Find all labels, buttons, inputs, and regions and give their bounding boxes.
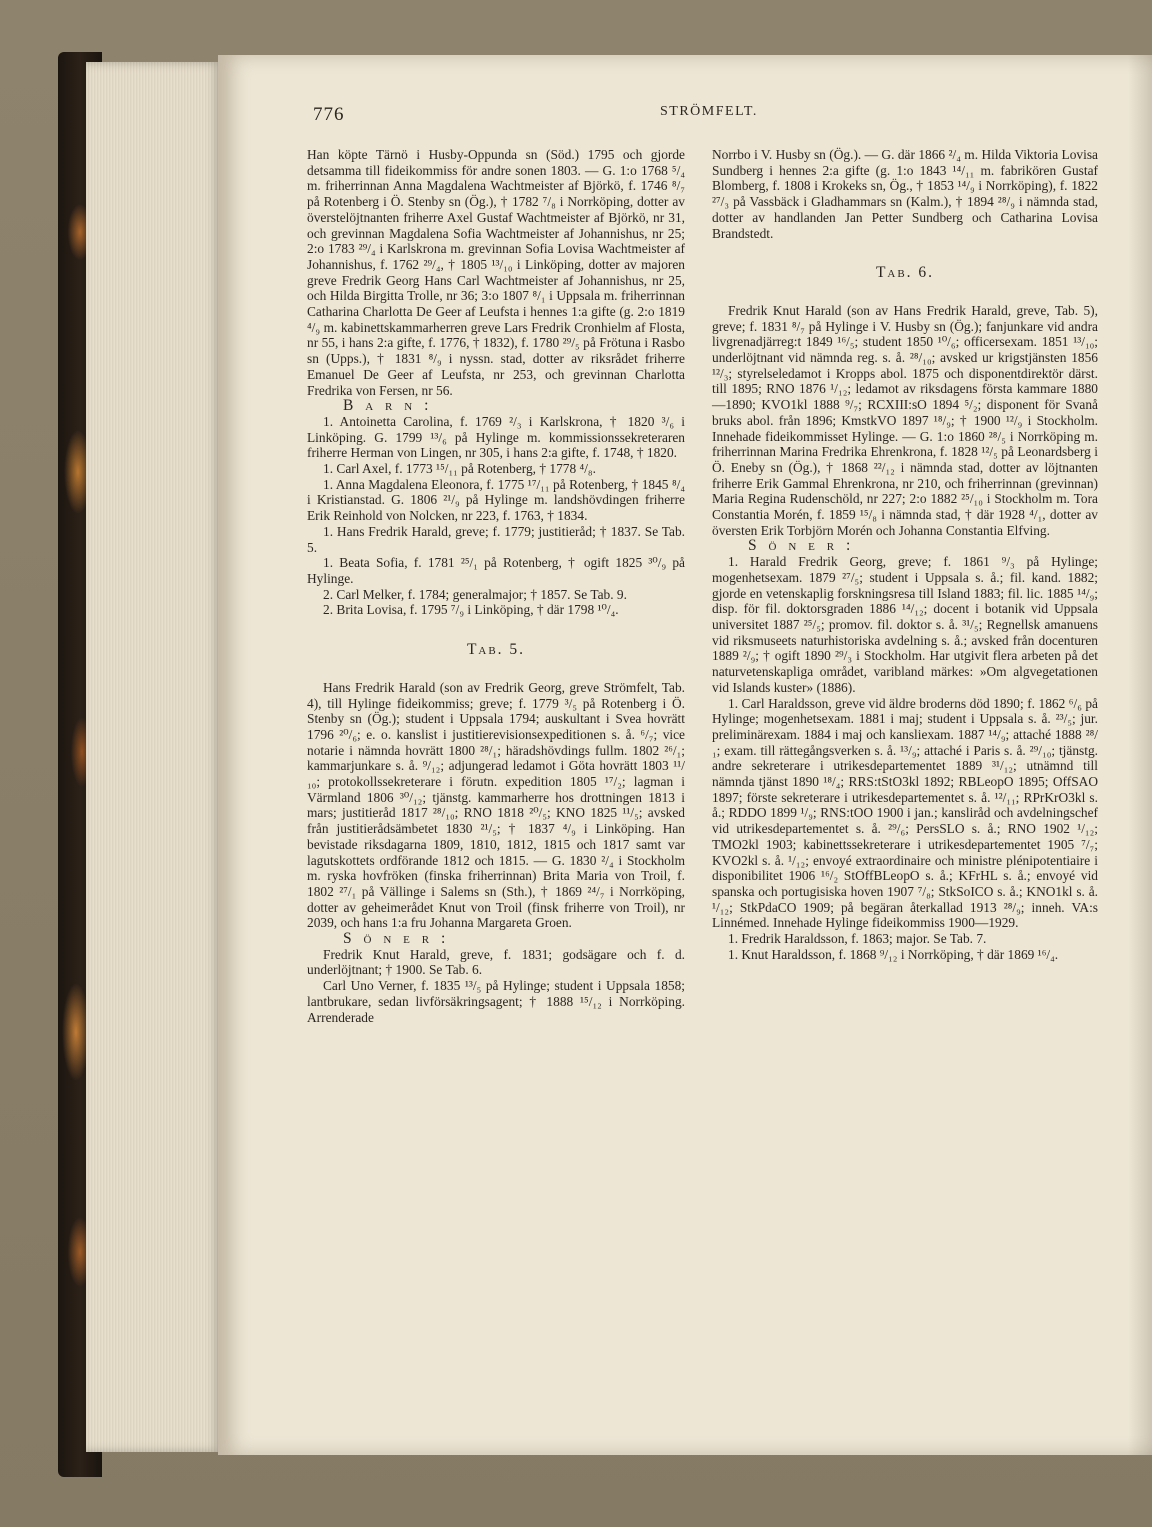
section-heading-soner: S ö n e r : (343, 930, 450, 948)
paragraph: Hans Fredrik Harald (son av Fredrik Georg, greve Strömfelt, Tab. 4), till Hylinge fideikommiss; greve; f. 1779 ³/₅ på Rotenberg i Ö. Stenby sn (Ög.); student i Uppsala 1794; auskultant i Svea hovrätt 1796 ²⁰/₆; e. o. kanslist i justitierevisionsexpeditionen s. å. ⁶/₇; vice notarie i nämnda hovrätt 1800 ²⁸/₁; häradshövdings fullm. 1802 ²⁶/₁; kammarjunkare s. å. ⁹/₁₂; adjungerad ledamot i Göta hovrätt 1803 ¹¹/₁₀; protokollssekreterare i förutn. expedition 1805 ¹⁷/₂; lagman i Värmland 1806 ³⁰/₁₂; tjänstg. kammarherre hos drottningen 1813 i mars; justitieråd 1817 ²⁸/₁₀; RNO 1818 ²⁰/₅; KNO 1825 ¹¹/₅; avsked från justitierådsämbetet 1830 ²¹/₅; † 1837 ⁴/₉ i Linköping. Han bevistade riksdagarna 1809, 1810, 1812, 1815 och 1817 samt var lagutskottets ordförande 1812 och 1815. — G. 1830 ²/₄ i Stockholm m. ryska hovfröken (finska friherrinnan) Brita Maria von Troil, f. 1802 ²⁷/₁ på Vällinge i Salems sn (Sth.), † 1869 ²⁴/₇ i Norrköping, dotter av geheimerådet Knut von Troil (finsk friherre von Troil), nr 2039, och hans 1:a fru Johanna Margareta Groen. (307, 679, 685, 931)
section-heading-tab6: Tab. 6. (875, 264, 935, 282)
paragraph: 1. Hans Fredrik Harald, greve; f. 1779; justitieråd; † 1837. Se Tab. 5. (307, 523, 685, 555)
page-right-edge (1128, 55, 1152, 1455)
spacer (307, 618, 685, 642)
paragraph: 1. Harald Fredrik Georg, greve; f. 1861 ⁹/₃ på Hylinge; mogenhetsexam. 1879 ²⁷/₅; student i Uppsala s. å.; fil. kand. 1882; gjorde en vetenskaplig forskningsresa till Island 1883; fil. lic. 1885 ¹⁴/₉; disp. för fil. doktorsgraden 1886 ¹⁴/₁₂; docent i botanik vid Uppsala universitet 1887 ²⁵/₅; promov. fil. doktor s. å. ³¹/₅; Regnellsk amanuens vid riksmuseets naturhistoriska avdelning s. å.; avsked från docenturen 1889 ²/₉; † ogift 1890 ²⁹/₃ i Stockholm. Har utgivit flera arbeten på det naturvetenskapliga området, varibland märkes: »Om algvegetationen vid Islands kuster» (1886). (712, 554, 1098, 695)
page-stack-edge (86, 62, 222, 1452)
paragraph: 1. Knut Haraldsson, f. 1868 ⁹/₁₂ i Norrköping, † där 1869 ¹⁶/₄. (728, 946, 1059, 962)
paragraph: Carl Uno Verner, f. 1835 ¹³/₅ på Hylinge; student i Uppsala 1858; lantbrukare, sedan livförsäkringsagent; † 1888 ¹⁵/₁₂ i Norrköping. Arrenderade (307, 978, 685, 1025)
spacer (712, 241, 1098, 265)
page-number: 776 (313, 104, 345, 125)
paragraph: Fredrik Knut Harald (son av Hans Fredrik Harald, greve, Tab. 5), greve; f. 1831 ⁸/₇ på Hylinge i V. Husby sn (Ög.); fanjunkare vid andra livgrenadjärreg:t 1849 ¹⁶/₅; student 1850 ¹⁰/₆; officersexam. 1851 ¹³/₁₀; underlöjtnant vid nämnda reg. s. å. ²⁸/₁₀; avsked ur krigstjänsten 1856 ¹²/₃; styrelseledamot i Kropps abol. 1875 och disponentdirektör därst. till 1895; RNO 1876 ¹/₁₂; ledamot av riksdagens första kammare 1880—1890; KVO1kl 1888 ⁹/₇; RCXIII:sO 1894 ⁵/₂; disponent för Svanå bruks abol. från 1896; KmstkVO 1897 ¹⁸/₉; † 1900 ¹²/₉ i Stockholm. Innehade fideikommisset Hylinge. — G. 1:o 1860 ²⁸/₅ i Norrköping m. friherrinnan Marina Fredrika Ehrenkrona, f. 1828 ¹²/₅ på Leonardsberg i Ö. Eneby sn (Ög.), † 1868 ²²/₁₂ i nämnda stad, dotter av löjtnanten friherre Erik Gammal Ehrenkrona, nr 210, och friherrinnan (grevinnan) Maria Regina Rudenschöld, nr 227; 2:o 1882 ²⁵/₁₀ i Stockholm m. Tora Constantia Morén, f. 1859 ¹⁵/₈ i nämnda stad, † där 1928 ⁴/₁, dotter av översten Erik Torbjörn Morén och Johanna Constantia Elfving. (712, 302, 1098, 538)
paragraph: 1. Carl Haraldsson, greve vid äldre broderns död 1890; f. 1862 ⁶/₆ på Hylinge; mogenhetsexam. 1881 i maj; student i Uppsala s. å. ²³/₅; jur. preliminärexam. 1884 i maj och kansliexam. 1887 ¹⁴/₉; attaché 1888 ²⁸/₁; exam. till rättegångsverken s. å. ¹³/₉; attaché i Paris s. å. ²⁹/₁₀; tjänstg. andre sekreterare i utrikesdepartementet 1889 ³¹/₁₂; utnämnd till nämnda tjänst 1890 ¹⁸/₄; RRS:tStO3kl 1892; RBLeopO 1895; OffSAO 1897; förste sekreterare i utrikesdepartementet s. å. ¹²/₁₁; RPrKrO3kl s. å.; RDDO 1899 ¹/₉; RNS:tOO 1900 i jan.; kansliråd och avdelningschef vid utrikesdepartementet s. å. ²⁹/₆; PersSLO s. å.; RNO 1902 ¹/₁₂; TMO2kl 1903; kabinettssekreterare i utrikesdepartementet 1905 ⁷/₇; KVO2kl s. å. ¹/₁₂; envoyé extraordinaire och ministre plénipotentiaire i disponibilitet 1906 ¹⁶/₂ StOffBLeopO s. å.; KFrHL s. å.; envoyé vid spanska och portugisiska hoven 1907 ⁷/₈; StkSoICO s. å.; KNO1kl s. å. ¹/₁₂; StkPdaCO 1909; på begäran återkallad 1913 ²⁸/₉; inneh. VA:s Linnémed. Innehade Hylinge fideikommiss 1900—1929. (712, 695, 1098, 931)
paragraph: Norrbo i V. Husby sn (Ög.). — G. där 1866 ²/₄ m. Hilda Viktoria Lovisa Sundberg i hennes 2:a gifte (g. 1:o 1843 ¹⁴/₁₁ m. fabrikören Gustaf Blomberg, f. 1808 i Krokeks sn, Ög., † 1853 ¹⁴/₉ i Norrköping), f. 1822 ²⁷/₃ på Vassbäck i Gladhammars sn (Kalm.), † 1894 ²⁸/₉ i nämnda stad, dotter av handlanden Jan Petter Sundberg och Catharina Lovisa Brandstedt. (712, 147, 1098, 241)
paragraph: Fredrik Knut Harald, greve, f. 1831; godsägare och f. d. underlöjtnant; † 1900. Se Tab. 6. (307, 946, 685, 978)
paragraph: 1. Carl Axel, f. 1773 ¹⁵/₁₁ på Rotenberg, † 1778 ⁴/₈. (323, 461, 596, 477)
section-heading-barn: B a r n : (343, 397, 433, 415)
paragraph: 1. Fredrik Haraldsson, f. 1863; major. Se Tab. 7. (728, 931, 987, 947)
spacer (307, 658, 685, 680)
paragraph: 1. Anna Magdalena Eleonora, f. 1775 ¹⁷/₁₁ på Rotenberg, † 1845 ⁸/₄ i Kristianstad. G. 1806 ²¹/₉ på Hylinge m. landshövdingen friherre Erik Reinhold von Nolcken, nr 223, f. 1763, † 1834. (307, 476, 685, 524)
running-title: STRÖMFELT. (660, 104, 758, 119)
paragraph: 1. Antoinetta Carolina, f. 1769 ²/₃ i Karlskrona, † 1820 ³/₆ i Linköping. G. 1799 ¹³/₆ på Hylinge m. kommissionssekreteraren friherre Herman von Lingen, nr 305, i hans 2:a gifte, f. 1748, † 1820. (307, 413, 685, 461)
paragraph: 1. Beata Sofia, f. 1781 ²⁵/₁ på Rotenberg, † ogift 1825 ³⁰/₉ på Hylinge. (307, 555, 685, 586)
paragraph: 2. Carl Melker, f. 1784; generalmajor; † 1857. Se Tab. 9. (323, 586, 627, 602)
section-heading-tab5: Tab. 5. (466, 641, 526, 659)
right-column (712, 147, 1098, 962)
left-column (307, 147, 685, 1025)
paragraph: Han köpte Tärnö i Husby-Oppunda sn (Söd.) 1795 och gjorde detsamma till fideikommiss för andre sonen 1803. — G. 1:o 1768 ⁵/₄ m. friherrinnan Anna Magdalena Wachtmeister af Björkö, f. 1746 ⁸/₇ på Rotenberg i Ö. Stenby sn (Ög.), † 1782 ⁷/₈ i Norrköping, dotter av överstelöjtnanten friherre Axel Gustaf Wachtmeister af Björkö, nr 31, och grevinnan Magdalena Sofia Wachtmeister af Johannishus, nr 25; 2:o 1783 ²⁹/₄ i Karlskrona m. grevinnan Sofia Lovisa Wachtmeister af Johannishus, f. 1762 ²⁹/₄, † 1805 ¹³/₁₀ i Linköping, dotter av majoren greve Fredrik Georg Hans Carl Wachtmeister af Johannishus, nr 25, och Hilda Birgitta Trolle, nr 36; 3:o 1807 ⁸/₁ i Uppsala m. friherrinnan Catharina Charlotta De Geer af Leufsta i hennes 1:a gifte (g. 2:o 1819 ⁴/₉ m. kabinettskammarherren greve Lars Fredrik Cronhielm af Flosta, nr 55, i hans 2:a gifte, f. 1776, † 1832), f. 1780 ²⁹/₅ på Frötuna i Rasbo sn (Upps.), † 1831 ⁸/₉ i nyssn. stad, dotter av riksrådet friherre Emanuel De Geer af Leufsta, nr 253, och grevinnan Charlotta Fredrika von Fersen, nr 56. (307, 147, 685, 398)
paragraph: 2. Brita Lovisa, f. 1795 ⁷/₉ i Linköping, † där 1798 ¹⁰/₄. (323, 602, 619, 618)
section-heading-soner: S ö n e r : (748, 537, 855, 555)
spacer (712, 281, 1098, 303)
